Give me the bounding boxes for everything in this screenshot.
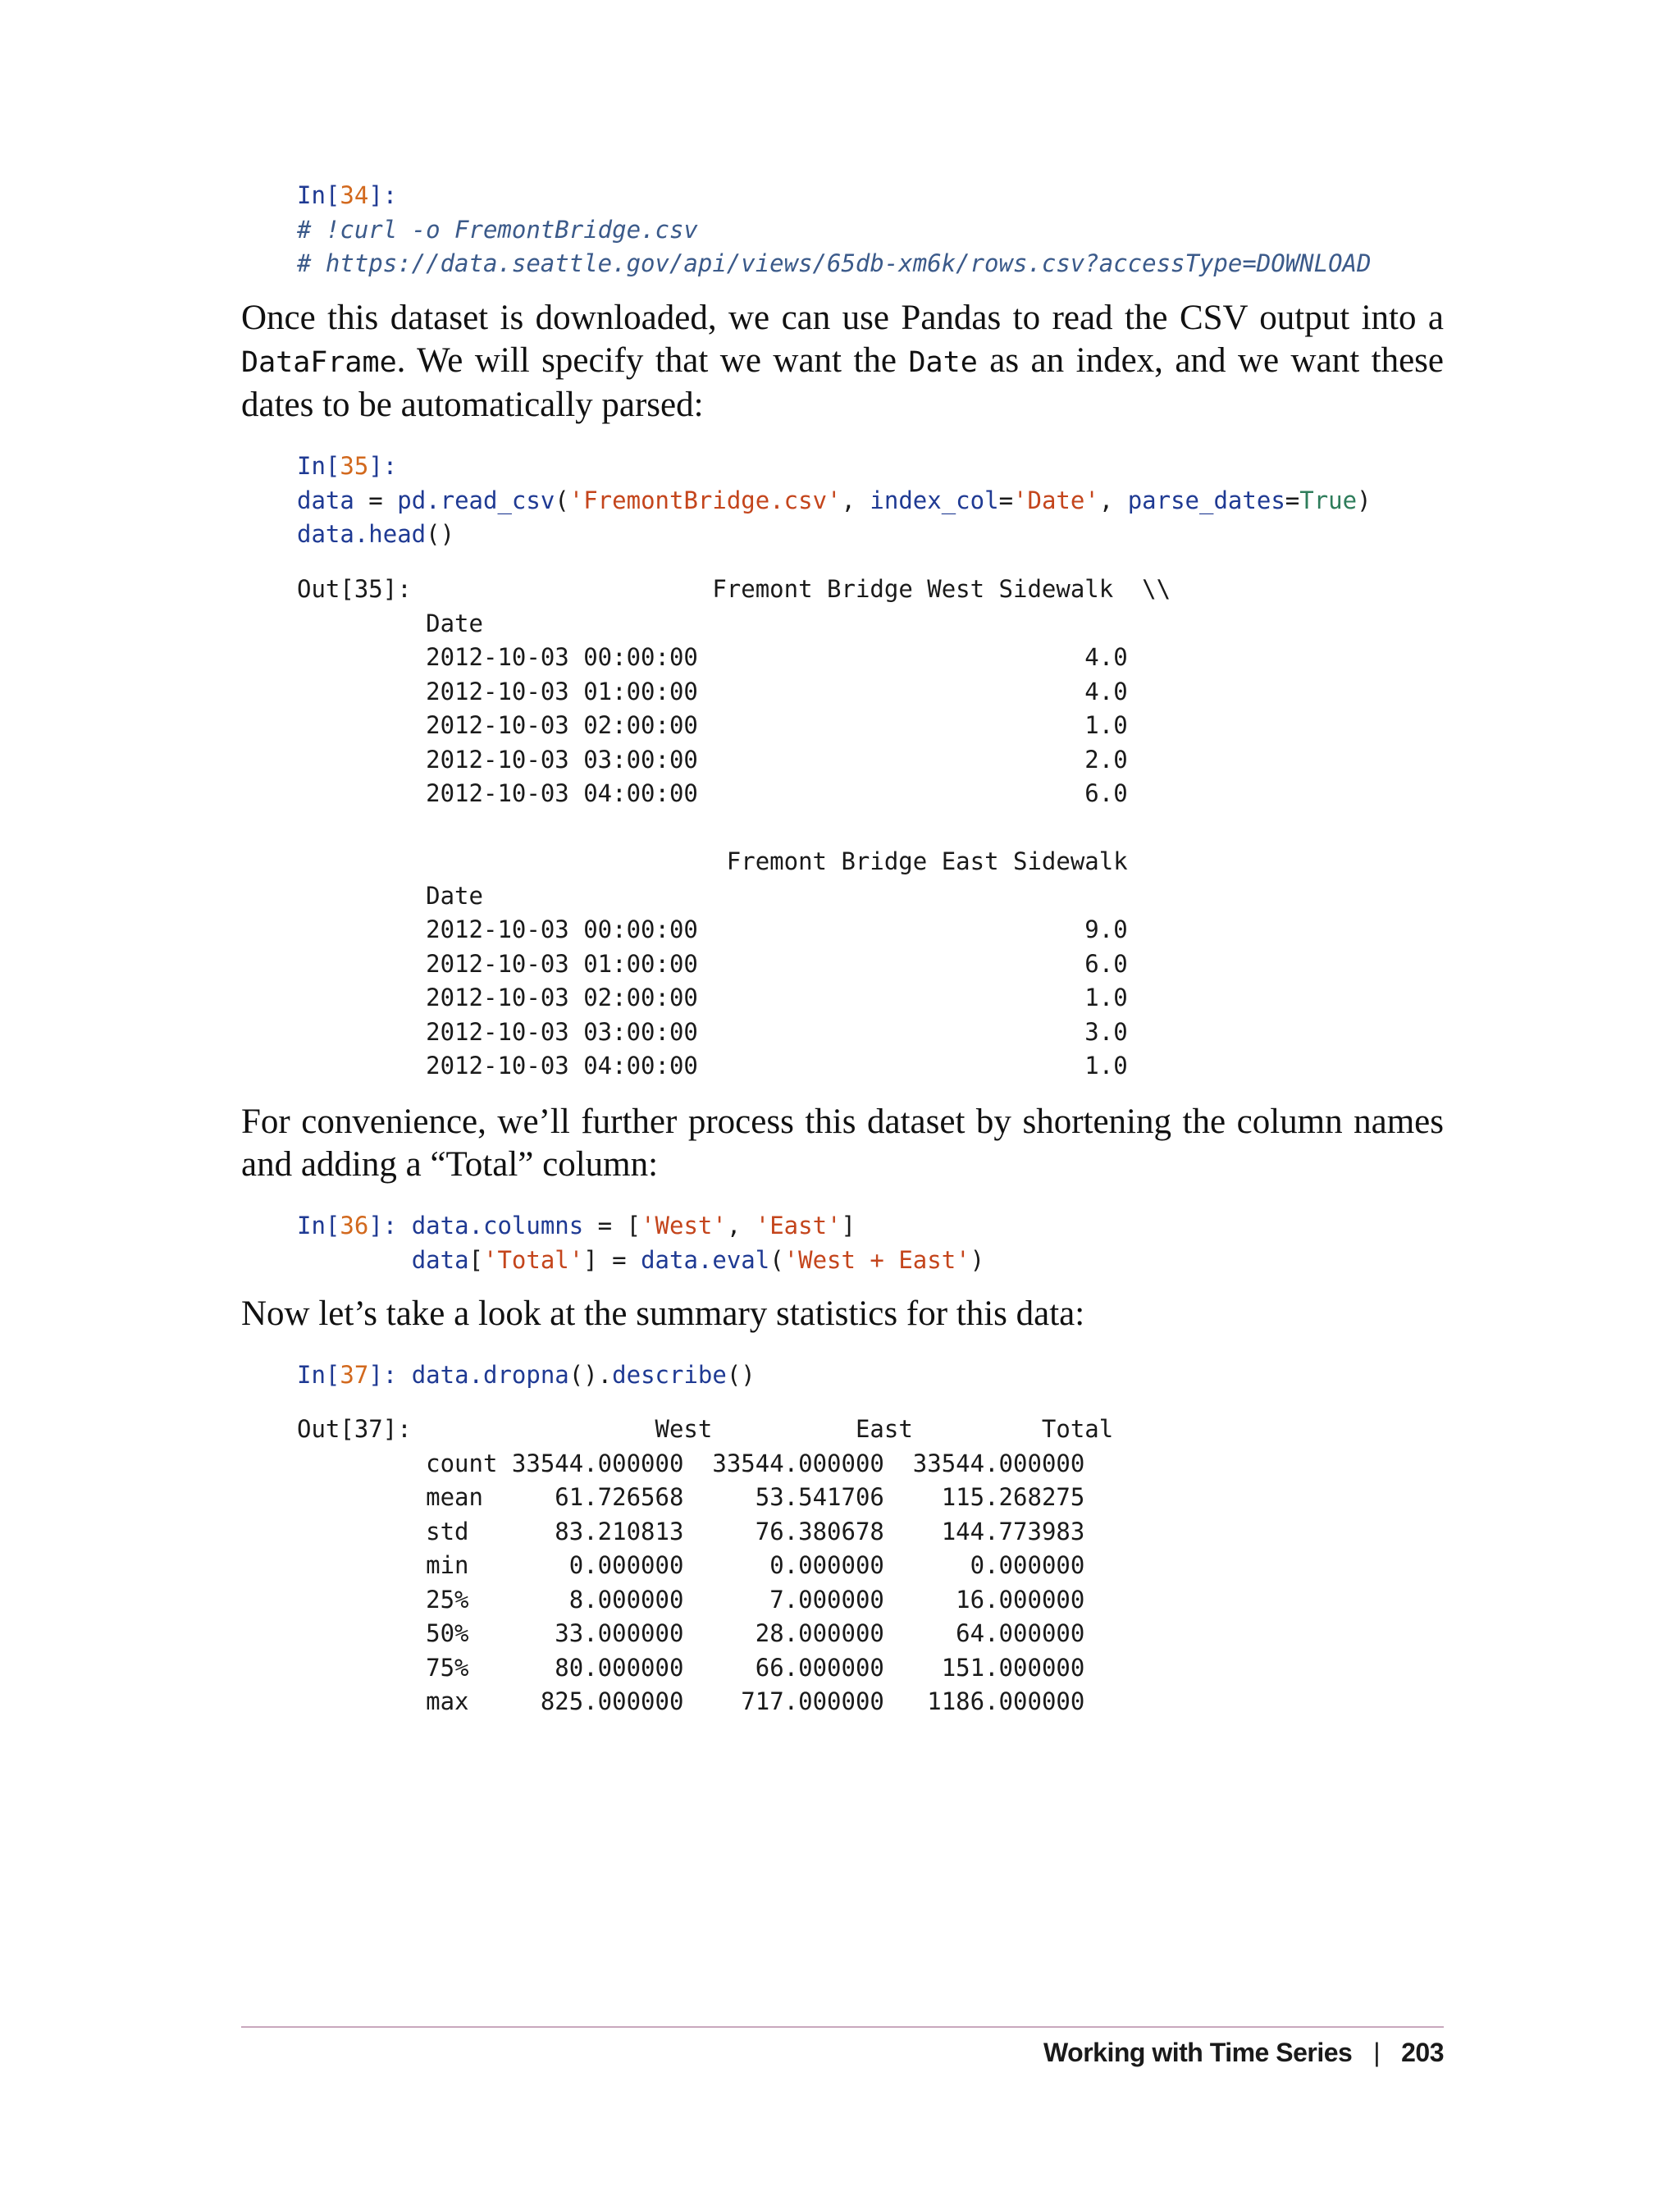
cell-value: 1.0 <box>1084 711 1128 739</box>
stat-label: min <box>426 1551 498 1579</box>
cell-number: 36 <box>340 1212 369 1239</box>
inline-code: Date <box>908 346 978 379</box>
paragraph-read-csv: Once this dataset is downloaded, we can use Pandas to read the CSV output into a DataFrame. We will specify that we want the Date as an index, and we want these dates to be automatically parsed: <box>241 299 1444 424</box>
output-label: Out[35]: <box>297 575 412 603</box>
column-header: Total <box>912 1415 1114 1443</box>
cell-value: 33.000000 <box>511 1619 684 1647</box>
code-comment: # !curl -o FremontBridge.csv <box>297 215 698 244</box>
row-index: 2012-10-03 03:00:00 <box>426 745 698 774</box>
code-comment: # https://data.seattle.gov/api/views/65db-xm6k/rows.csv?accessType=DOWNLOAD <box>297 249 1372 277</box>
stat-label: 75% <box>426 1653 498 1682</box>
row-index: 2012-10-03 00:00:00 <box>426 915 698 943</box>
index-name: Date <box>426 609 483 637</box>
column-header: East <box>712 1415 913 1443</box>
column-header: Fremont Bridge East Sidewalk <box>726 847 1128 875</box>
cell-value: 16.000000 <box>898 1585 1085 1614</box>
inline-code: DataFrame <box>241 346 397 379</box>
cell-prompt: In[ <box>297 452 340 480</box>
row-index: 2012-10-03 00:00:00 <box>426 643 698 671</box>
code-cell-36: In[36]: data.columns = ['West', 'East'] data['Total'] = data.eval('West + East') <box>297 1212 985 1274</box>
cell-value: 825.000000 <box>511 1687 684 1715</box>
row-index: 2012-10-03 01:00:00 <box>426 949 698 978</box>
cell-value: 6.0 <box>1084 949 1128 978</box>
cell-value: 33544.000000 <box>898 1449 1085 1477</box>
page-number: 203 <box>1401 2038 1444 2067</box>
output-cell-37 <box>297 1413 1113 1719</box>
cell-number: 37 <box>340 1361 369 1389</box>
cell-value: 33544.000000 <box>511 1449 684 1477</box>
cell-prompt-close: ]: <box>368 1212 412 1239</box>
cell-value: 83.210813 <box>511 1517 684 1545</box>
cell-prompt-close: ]: <box>368 452 398 480</box>
stat-label: std <box>426 1517 498 1545</box>
cell-value: 151.000000 <box>898 1653 1085 1682</box>
cell-value: 28.000000 <box>712 1619 884 1647</box>
cell-prompt: In[ <box>297 1212 340 1239</box>
cell-value: 64.000000 <box>898 1619 1085 1647</box>
column-header: Fremont Bridge West Sidewalk <box>712 575 1114 603</box>
cell-value: 1.0 <box>1084 984 1128 1011</box>
output-label: Out[37]: <box>297 1415 412 1443</box>
cell-value: 0.000000 <box>898 1551 1085 1579</box>
cell-value: 7.000000 <box>712 1585 884 1614</box>
cell-value: 1186.000000 <box>898 1687 1085 1715</box>
cell-value: 144.773983 <box>898 1517 1085 1545</box>
row-index: 2012-10-03 04:00:00 <box>426 1052 698 1080</box>
cell-value: 0.000000 <box>511 1551 684 1579</box>
cell-number: 35 <box>340 452 369 480</box>
cell-value: 9.0 <box>1084 915 1128 943</box>
cell-prompt-close: ]: <box>368 181 398 209</box>
cell-value: 4.0 <box>1084 677 1128 705</box>
footer-rule <box>241 2026 1444 2028</box>
cell-value: 8.000000 <box>511 1585 684 1614</box>
cell-value: 53.541706 <box>712 1483 884 1511</box>
paragraph-process-columns: For convenience, we’ll further process this dataset by shortening the column names and adding a “Total” column: <box>241 1102 1444 1184</box>
row-index: 2012-10-03 01:00:00 <box>426 677 698 705</box>
stat-label: count <box>426 1449 498 1477</box>
cell-value: 33544.000000 <box>712 1449 884 1477</box>
stat-label: 25% <box>426 1585 498 1614</box>
cell-value: 6.0 <box>1084 779 1128 807</box>
cell-number: 34 <box>340 181 369 209</box>
code-cell-34 <box>297 179 1371 281</box>
page-footer <box>1043 2038 1444 2068</box>
cell-value: 61.726568 <box>511 1483 684 1511</box>
stat-label: mean <box>426 1483 498 1511</box>
cell-value: 4.0 <box>1084 643 1128 671</box>
line-continuation: \\ <box>1142 575 1171 603</box>
cell-value: 80.000000 <box>511 1653 684 1682</box>
paragraph-summary: Now let’s take a look at the summary statistics for this data: <box>241 1294 1085 1333</box>
cell-value: 66.000000 <box>712 1653 884 1682</box>
cell-prompt: In[ <box>297 1361 340 1389</box>
output-cell-35 <box>297 573 1171 1084</box>
stat-label: 50% <box>426 1619 498 1647</box>
cell-prompt: In[ <box>297 181 340 209</box>
column-header: West <box>511 1415 713 1443</box>
cell-value: 0.000000 <box>712 1551 884 1579</box>
index-name: Date <box>426 881 483 910</box>
row-index: 2012-10-03 03:00:00 <box>426 1017 698 1046</box>
stat-label: max <box>426 1687 498 1715</box>
row-index: 2012-10-03 04:00:00 <box>426 779 698 807</box>
cell-value: 76.380678 <box>712 1517 884 1545</box>
cell-value: 2.0 <box>1084 745 1128 774</box>
cell-value: 1.0 <box>1084 1052 1128 1080</box>
cell-value: 115.268275 <box>898 1483 1085 1511</box>
code-cell-35: In[35]: data = pd.read_csv('FremontBridge.csv', index_col='Date', parse_dates=True) data.head() <box>297 452 1372 548</box>
running-footer-title: Working with Time Series <box>1043 2038 1353 2067</box>
cell-prompt-close: ]: <box>368 1361 412 1389</box>
cell-value: 717.000000 <box>712 1687 884 1715</box>
footer-separator: | <box>1373 2038 1381 2067</box>
code-cell-37: In[37]: data.dropna().describe() <box>297 1361 756 1389</box>
cell-value: 3.0 <box>1084 1017 1128 1046</box>
row-index: 2012-10-03 02:00:00 <box>426 711 698 739</box>
row-index: 2012-10-03 02:00:00 <box>426 984 698 1011</box>
